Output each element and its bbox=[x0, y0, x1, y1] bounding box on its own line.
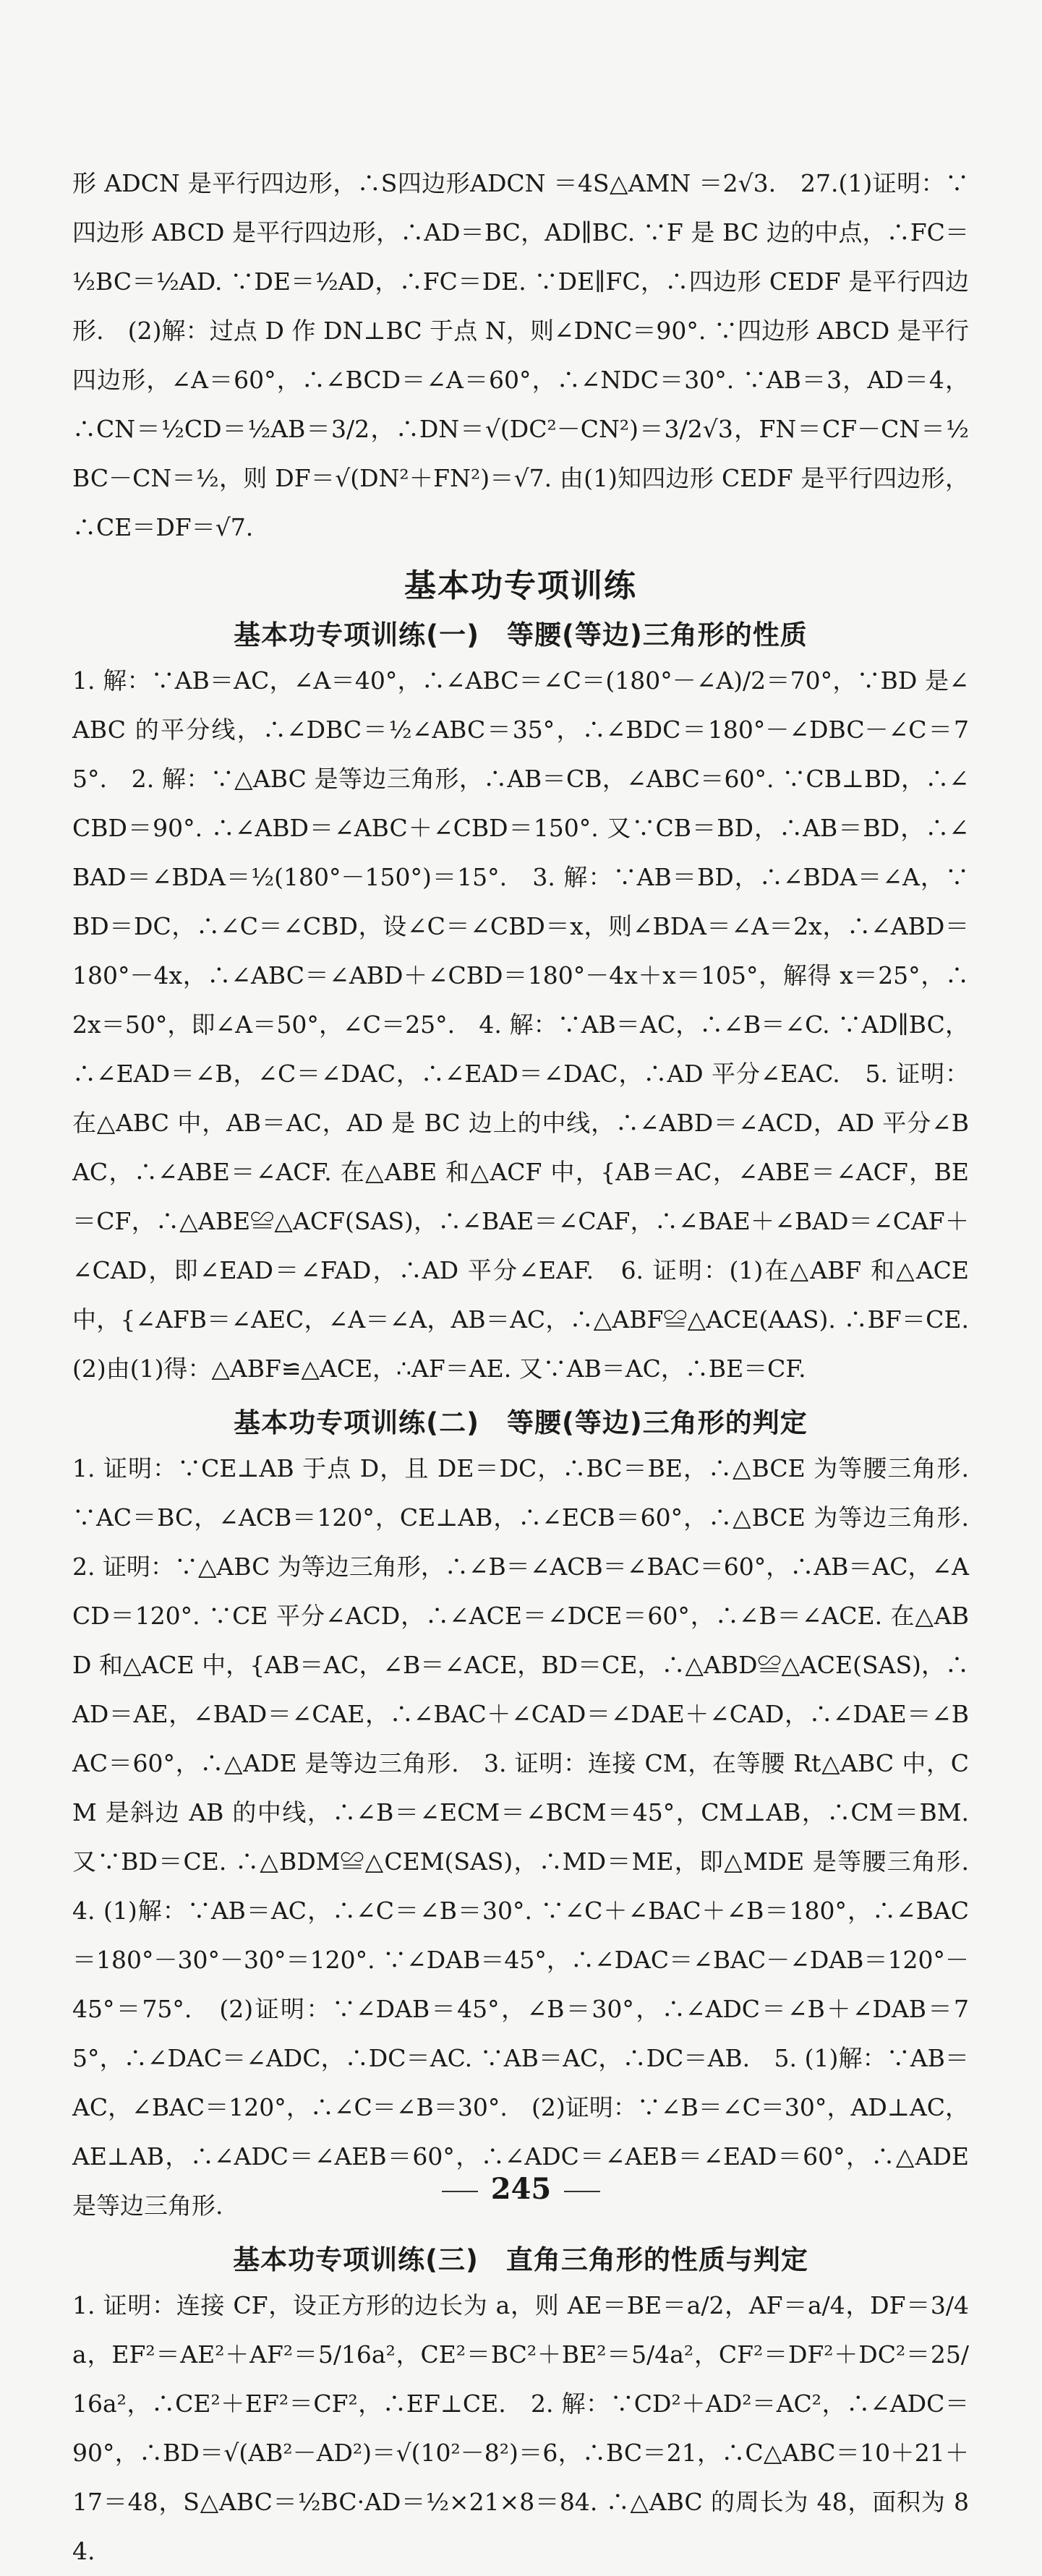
page-number bbox=[0, 2172, 1042, 2206]
top-answer-paragraph: 形 ADCN 是平行四边形，∴S四边形ADCN ＝4S△AMN ＝2√3. 27.(1)证明：∵四边形 ABCD 是平行四边形，∴AD＝BC，AD∥BC. ∵F 是 BC 边的中点，∴FC＝½BC＝½AD. ∵DE＝½AD，∴FC＝DE. ∵DE∥FC，∴四边形 CEDF 是平行四边形. (2)解：过点 D 作 DN⊥BC 于点 N，则∠DNC＝90°. ∵四边形 ABCD 是平行四边形，∠A＝60°，∴∠BCD＝∠A＝60°，∴∠NDC＝30°. ∵AB＝3，AD＝4，∴CN＝½CD＝½AB＝3/2，∴DN＝√(DC²－CN²)＝3/2√3，FN＝CF－CN＝½BC－CN＝½，则 DF＝√(DN²＋FN²)＝√7. 由(1)知四边形 CEDF 是平行四边形，∴CE＝DF＝√7. bbox=[72, 169, 969, 541]
page-content bbox=[72, 159, 993, 2576]
page-number-text: 245 bbox=[490, 2172, 552, 2206]
part1-title: 基本功专项训练(一) 等腰(等边)三角形的性质 bbox=[234, 619, 808, 651]
part2-body: 1. 证明：∵CE⊥AB 于点 D，且 DE＝DC，∴BC＝BE，∴△BCE 为等腰三角形. ∵AC＝BC，∠ACB＝120°，CE⊥AB，∴∠ECB＝60°，∴△BCE 为等边三角形. 2. 证明：∵△ABC 为等边三角形，∴∠B＝∠ACB＝∠BAC＝60°，∴AB＝AC，∠ACD＝120°. ∵CE 平分∠ACD，∴∠ACE＝∠DCE＝60°，∴∠B＝∠ACE. 在△ABD 和△ACE 中，{AB＝AC，∠B＝∠ACE，BD＝CE，∴△ABD≌△ACE(SAS)，∴AD＝AE，∠BAD＝∠CAE，∴∠BAC＋∠CAD＝∠DAE＋∠CAD，∴∠DAE＝∠BAC＝60°，∴△ADE 是等边三角形. 3. 证明：连接 CM，在等腰 Rt△ABC 中，CM 是斜边 AB 的中线，∴∠B＝∠ECM＝∠BCM＝45°，CM⊥AB，∴CM＝BM. 又∵BD＝CE. ∴△BDM≌△CEM(SAS)，∴MD＝ME，即△MDE 是等腰三角形. 4. (1)解：∵AB＝AC，∴∠C＝∠B＝30°. ∵∠C＋∠BAC＋∠B＝180°，∴∠BAC＝180°－30°－30°＝120°. ∵∠DAB＝45°，∴∠DAC＝∠BAC－∠DAB＝120°－45°＝75°. (2)证明：∵∠DAB＝45°，∠B＝30°，∴∠ADC＝∠B＋∠DAB＝75°，∴∠DAC＝∠ADC，∴DC＝AC. ∵AB＝AC，∴DC＝AB. 5. (1)解：∵AB＝AC，∠BAC＝120°，∴∠C＝∠B＝30°. (2)证明：∵∠B＝∠C＝30°，AD⊥AC，AE⊥AB，∴∠ADC＝∠AEB＝60°，∴∠ADC＝∠AEB＝∠EAD＝60°，∴△ADE 是等边三角形. bbox=[72, 1454, 993, 2220]
part2-title: 基本功专项训练(二) 等腰(等边)三角形的判定 bbox=[234, 1407, 808, 1438]
page-number-right-dash bbox=[564, 2191, 600, 2192]
part3-body: 1. 证明：连接 CF，设正方形的边长为 a，则 AE＝BE＝a/2，AF＝a/4，DF＝3/4a，EF²＝AE²＋AF²＝5/16a²，CE²＝BC²＋BE²＝5/4a²，CF²＝DF²＋DC²＝25/16a²，∴CE²＋EF²＝CF²，∴EF⊥CE. 2. 解：∵CD²＋AD²＝AC²，∴∠ADC＝90°，∴BD＝√(AB²－AD²)＝√(10²－8²)＝6，∴BC＝21，∴C△ABC＝10＋21＋17＝48，S△ABC＝½BC·AD＝½×21×8＝84. ∴△ABC 的周长为 48，面积为 84. bbox=[72, 2291, 969, 2565]
page-number-left-dash bbox=[442, 2191, 478, 2192]
section-title: 基本功专项训练 bbox=[404, 567, 637, 604]
part3-title: 基本功专项训练(三) 直角三角形的性质与判定 bbox=[233, 2244, 808, 2275]
part1-body: 1. 解：∵AB＝AC，∠A＝40°，∴∠ABC＝∠C＝(180°－∠A)/2＝70°，∵BD 是∠ABC 的平分线，∴∠DBC＝½∠ABC＝35°，∴∠BDC＝180°－∠DBC－∠C＝75°. 2. 解：∵△ABC 是等边三角形，∴AB＝CB，∠ABC＝60°. ∵CB⊥BD，∴∠CBD＝90°. ∴∠ABD＝∠ABC＋∠CBD＝150°. 又∵CB＝BD，∴AB＝BD，∴∠BAD＝∠BDA＝½(180°－150°)＝15°. 3. 解：∵AB＝BD，∴∠BDA＝∠A，∵BD＝DC，∴∠C＝∠CBD，设∠C＝∠CBD＝x，则∠BDA＝∠A＝2x，∴∠ABD＝180°－4x，∴∠ABC＝∠ABD＋∠CBD＝180°－4x＋x＝105°，解得 x＝25°，∴2x＝50°，即∠A＝50°，∠C＝25°. 4. 解：∵AB＝AC，∴∠B＝∠C. ∵AD∥BC，∴∠EAD＝∠B，∠C＝∠DAC，∴∠EAD＝∠DAC，∴AD 平分∠EAC. 5. 证明：在△ABC 中，AB＝AC，AD 是 BC 边上的中线，∴∠ABD＝∠ACD，AD 平分∠BAC，∴∠ABE＝∠ACF. 在△ABE 和△ACF 中，{AB＝AC，∠ABE＝∠ACF，BE＝CF，∴△ABE≌△ACF(SAS)，∴∠BAE＝∠CAF，∴∠BAE＋∠BAD＝∠CAF＋∠CAD，即∠EAD＝∠FAD，∴AD 平分∠EAF. 6. 证明：(1)在△ABF 和△ACE 中，{∠AFB＝∠AEC，∠A＝∠A，AB＝AC，∴△ABF≌△ACE(AAS). ∴BF＝CE. (2)由(1)得：△ABF≌△ACE，∴AF＝AE. 又∵AB＝AC，∴BE＝CF. bbox=[72, 666, 993, 1383]
